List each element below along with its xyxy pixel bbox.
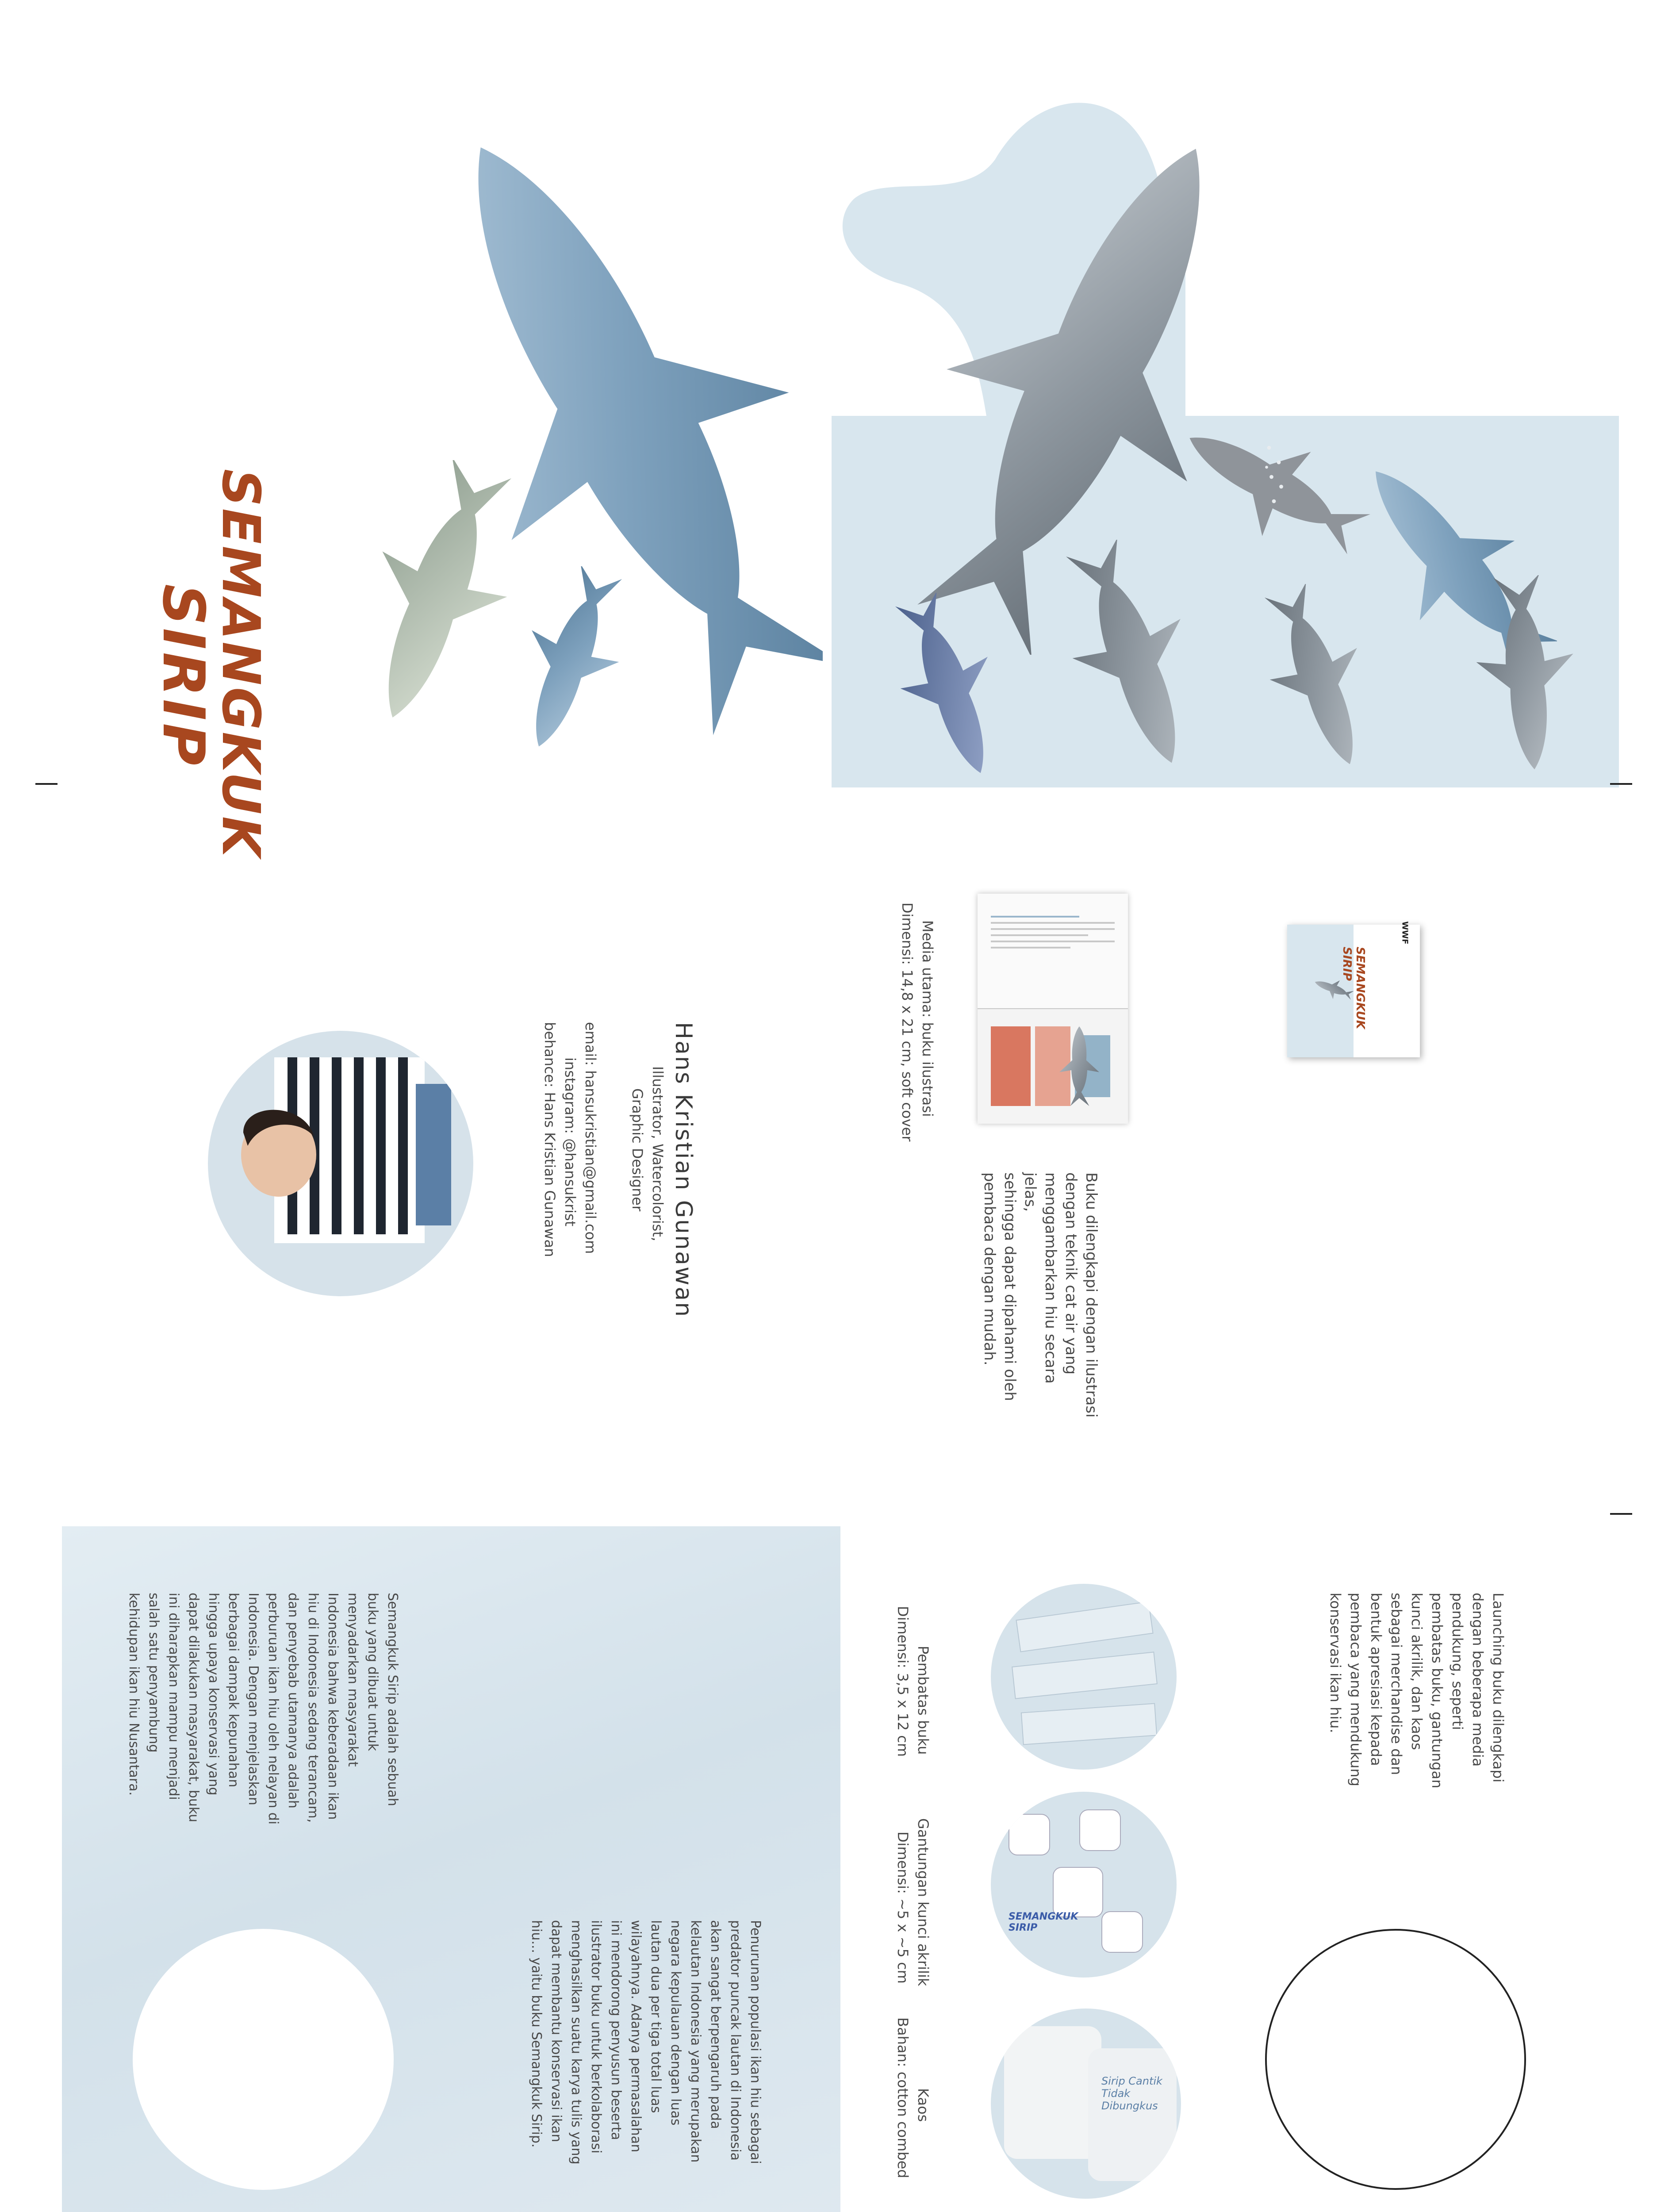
- media-main-info: [897, 902, 938, 1150]
- launch-line: pembatas buku, gantungan: [1429, 1593, 1446, 1789]
- author-instagram[interactable]: instagram: @hansukrist: [562, 1057, 579, 1227]
- author-photo: [208, 1031, 473, 1296]
- shirt-label: Kaos: [915, 2088, 932, 2122]
- shirt-photo: [991, 2008, 1181, 2199]
- media-main-dimension: Dimensi: 14,8 x 21 cm, soft cover: [899, 902, 916, 1142]
- author-role-line1: Illustrator, Watercolorist,: [649, 1066, 666, 1242]
- intro-line: kehidupan ikan hiu Nusantara.: [126, 1593, 142, 1796]
- intro-line: menghasilkan suatu karya tulis yang: [568, 1920, 584, 2165]
- shirt-caption: [893, 2017, 933, 2203]
- intro-line: berbagai dampak kepunahan: [226, 1593, 241, 1788]
- cover-small-blue-shark-illustration: [504, 566, 637, 752]
- author-name: Hans Kristian Gunawan: [670, 1022, 697, 1318]
- launch-line: pembaca yang mendukung: [1347, 1593, 1364, 1786]
- launch-line: bentuk apresiasi kepada: [1368, 1593, 1384, 1766]
- author-role-line2: Graphic Designer: [629, 1088, 646, 1212]
- intro-line: ini diharapkan mampu menjadi: [166, 1593, 181, 1800]
- open-book-mockup: [978, 894, 1128, 1124]
- book-cover-mockup: [1287, 921, 1420, 1057]
- book-cover-title: SEMANGKUK SIRIP: [1340, 947, 1367, 1029]
- intro-line: akan sangat berpengaruh pada: [708, 1920, 723, 2129]
- keychain-dimension: Dimensi: ~5 x ~5 cm: [894, 1832, 911, 1984]
- crop-mark-left: [35, 783, 58, 785]
- shirt-print-text: Sirip Cantik Tidak Dibungkus: [1101, 2075, 1162, 2112]
- intro-line: kelautan Indonesia yang merupakan: [688, 1920, 703, 2163]
- intro-line: Penurunan populasi ikan hiu sebagai: [748, 1920, 763, 2164]
- person-icon: [208, 1031, 473, 1296]
- intro-line: salah satu penyambung: [146, 1593, 161, 1753]
- cover-green-shark-illustration: [363, 460, 513, 726]
- launch-line: pendukung, seperti: [1449, 1593, 1466, 1730]
- book-spread-illustration: [986, 1018, 1119, 1115]
- intro-line: buku yang dibuat untuk: [365, 1593, 380, 1751]
- intro-paragraph-2: [526, 1920, 765, 2212]
- media-description-line: Buku dilengkapi dengan ilustrasi: [1082, 1172, 1100, 1418]
- panel-great-white-shark-illustration: [1234, 584, 1402, 770]
- author-info: [540, 1022, 699, 1420]
- intro-line: dan penyebab utamanya adalah: [285, 1593, 301, 1809]
- launch-description: [1325, 1593, 1508, 1840]
- intro-line: ilustrator buku untuk berkolaborasi: [588, 1920, 604, 2154]
- author-behance[interactable]: behance: Hans Kristian Gunawan: [541, 1022, 558, 1257]
- panel-thresher-shark-illustration: [1460, 575, 1592, 770]
- cover-title-line1: SEMANGKUK: [211, 469, 272, 859]
- keychain-caption: [893, 1818, 933, 2004]
- panel-blue-shark-illustration: [876, 593, 1022, 779]
- media-description-line: sehingga dapat dipahami oleh: [1001, 1172, 1019, 1401]
- die-cut-circle-outline: [1265, 1929, 1526, 2190]
- keychain-photo: [991, 1792, 1177, 1978]
- intro-line: hiu... yaitu buku Semangkuk Sirip.: [529, 1920, 544, 2148]
- launch-line: dengan beberapa media: [1469, 1593, 1486, 1767]
- bookmark-caption: [893, 1606, 933, 1783]
- intro-line: menyadarkan masyarakat: [345, 1593, 360, 1767]
- keychain-logo: SEMANGKUK SIRIP: [1009, 1911, 1078, 1933]
- intro-paragraph-1: [124, 1593, 403, 1947]
- intro-line: hingga upaya konservasi yang: [206, 1593, 221, 1796]
- cover-title: [150, 469, 272, 859]
- launch-line: Launching buku dilengkapi: [1490, 1593, 1507, 1783]
- bookmark-dimension: Dimensi: 3,5 x 12 cm: [894, 1606, 911, 1757]
- media-description-line: dengan teknik cat air yang: [1062, 1172, 1080, 1375]
- intro-line: dapat dilakukan masyarakat, buku: [186, 1593, 201, 1823]
- intro-line: perburuan ikan hiu oleh nelayan di: [265, 1593, 281, 1825]
- media-description-line: pembaca dengan mudah.: [981, 1172, 998, 1366]
- intro-line: dapat membantu konservasi ikan: [548, 1920, 564, 2143]
- crop-mark-right: [1610, 783, 1632, 785]
- intro-line: negara kepulauan dengan luas: [668, 1920, 683, 2126]
- media-description-line: menggambarkan hiu secara jelas,: [1021, 1172, 1059, 1384]
- media-main-label: Media utama: buku ilustrasi: [919, 920, 936, 1117]
- media-description: [979, 1172, 1101, 1420]
- launch-line: sebagai merchandise dan: [1388, 1593, 1405, 1775]
- intro-line: Semangkuk Sirip adalah sebuah: [385, 1593, 400, 1806]
- intro-line: Indonesia. Dengan menjelaskan: [245, 1593, 261, 1805]
- crop-mark-right-lower: [1610, 1513, 1632, 1515]
- intro-line: hiu di Indonesia sedang terancam,: [305, 1593, 321, 1823]
- intro-line: wilayahnya. Adanya permasalahan: [628, 1920, 644, 2153]
- cover-title-line2: SIRIP: [150, 584, 217, 768]
- book-cover-brand: WWF: [1400, 921, 1410, 945]
- launch-line: konservasi ikan hiu.: [1327, 1593, 1344, 1733]
- intro-line: predator puncak lautan di Indonesia: [728, 1920, 743, 2161]
- author-email[interactable]: email: hansukristian@gmail.com: [582, 1022, 599, 1254]
- shirt-material: Bahan: cotton combed: [894, 2017, 911, 2178]
- intro-line: ini mendorong penyusun beserta: [608, 1920, 624, 2140]
- launch-line: kunci akrilik, dan kaos: [1408, 1593, 1425, 1750]
- bookmark-label: Pembatas buku: [915, 1646, 932, 1755]
- intro-line: Indonesia bahwa keberadaan ikan: [325, 1593, 341, 1820]
- intro-cutout-circle: [133, 1929, 394, 2190]
- bookmark-photo: [991, 1584, 1177, 1770]
- intro-line: lautan dua per tiga total luas: [648, 1920, 663, 2113]
- keychain-label: Gantungan kunci akrilik: [915, 1818, 932, 1986]
- panel-hammerhead-shark-illustration: [1044, 540, 1221, 770]
